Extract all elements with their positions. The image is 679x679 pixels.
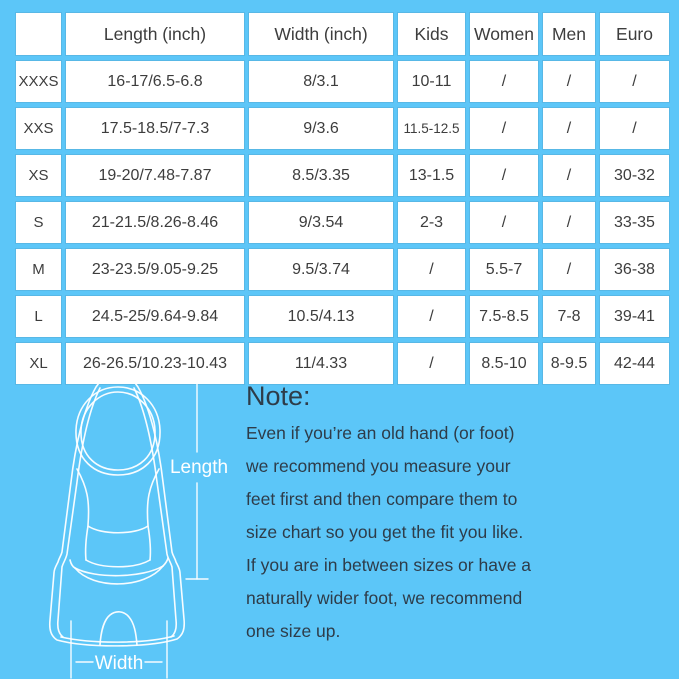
table-cell: / — [398, 296, 465, 337]
table-cell: / — [470, 61, 538, 102]
table-cell: / — [398, 343, 465, 384]
table-cell: 39-41 — [600, 296, 669, 337]
row-label: XS — [16, 155, 61, 196]
table-header-row — [16, 13, 669, 55]
row-label: S — [16, 202, 61, 243]
header-cell — [16, 13, 61, 55]
header-cell: Men — [543, 13, 595, 55]
row-label: M — [16, 249, 61, 290]
table-cell: / — [470, 202, 538, 243]
table-cell: 30-32 — [600, 155, 669, 196]
note-line: one size up. — [246, 621, 341, 641]
table-cell: 7.5-8.5 — [470, 296, 538, 337]
table-row — [16, 61, 669, 102]
table-cell: / — [543, 61, 595, 102]
table-cell: 36-38 — [600, 249, 669, 290]
table-cell: / — [470, 108, 538, 149]
table-cell: 10.5/4.13 — [249, 296, 393, 337]
table-cell: 17.5-18.5/7-7.3 — [66, 108, 244, 149]
table-row — [16, 202, 669, 243]
length-label: Length — [169, 457, 229, 479]
table-cell: 11/4.33 — [249, 343, 393, 384]
table-cell: 13-1.5 — [398, 155, 465, 196]
size-chart-table — [11, 7, 674, 390]
table-cell: 23-23.5/9.05-9.25 — [66, 249, 244, 290]
note-line: Even if you’re an old hand (or foot) — [246, 423, 515, 443]
table-cell: 21-21.5/8.26-8.46 — [66, 202, 244, 243]
table-cell: 9.5/3.74 — [249, 249, 393, 290]
table-cell: 8.5/3.35 — [249, 155, 393, 196]
table-cell: 19-20/7.48-7.87 — [66, 155, 244, 196]
row-label: XL — [16, 343, 61, 384]
fin-diagram — [0, 370, 230, 679]
table-cell: 8-9.5 — [543, 343, 595, 384]
table-cell: / — [600, 108, 669, 149]
note-line: If you are in between sizes or have a — [246, 555, 532, 575]
table-row — [16, 296, 669, 337]
row-label: XXS — [16, 108, 61, 149]
table-cell: 9/3.54 — [249, 202, 393, 243]
table-cell: / — [398, 249, 465, 290]
header-cell: Width (inch) — [249, 13, 393, 55]
table-cell: / — [470, 155, 538, 196]
header-cell: Kids — [398, 13, 465, 55]
header-cell: Women — [470, 13, 538, 55]
table-cell: / — [543, 155, 595, 196]
table-cell: 42-44 — [600, 343, 669, 384]
table-row — [16, 155, 669, 196]
table-body — [16, 61, 669, 384]
note-title: Note: — [246, 381, 311, 411]
header-cell: Euro — [600, 13, 669, 55]
table-cell: 26-26.5/10.23-10.43 — [66, 343, 244, 384]
table-cell: 10-11 — [398, 61, 465, 102]
table-cell: 11.5-12.5 — [398, 108, 465, 149]
table-cell: 7-8 — [543, 296, 595, 337]
table-row — [16, 108, 669, 149]
table-cell: 8.5-10 — [470, 343, 538, 384]
table-row — [16, 249, 669, 290]
table-cell: / — [543, 249, 595, 290]
width-label: Width — [94, 653, 144, 675]
note-section — [246, 381, 671, 648]
table-cell: 2-3 — [398, 202, 465, 243]
table-cell: / — [600, 61, 669, 102]
table-cell: 16-17/6.5-6.8 — [66, 61, 244, 102]
table-cell: / — [543, 202, 595, 243]
table-cell: / — [543, 108, 595, 149]
table-cell: 5.5-7 — [470, 249, 538, 290]
note-line: naturally wider foot, we recommend — [246, 588, 523, 608]
note-line: size chart so you get the fit you like. — [246, 522, 524, 542]
table-cell: 24.5-25/9.64-9.84 — [66, 296, 244, 337]
header-cell: Length (inch) — [66, 13, 244, 55]
note-body — [246, 417, 671, 648]
row-label: L — [16, 296, 61, 337]
table-cell: 9/3.6 — [249, 108, 393, 149]
table-cell: 33-35 — [600, 202, 669, 243]
table-cell: 8/3.1 — [249, 61, 393, 102]
row-label: XXXS — [16, 61, 61, 102]
note-line: feet first and then compare them to — [246, 489, 518, 509]
fin-outline-drawing — [50, 374, 184, 646]
note-line: we recommend you measure your — [246, 456, 511, 476]
